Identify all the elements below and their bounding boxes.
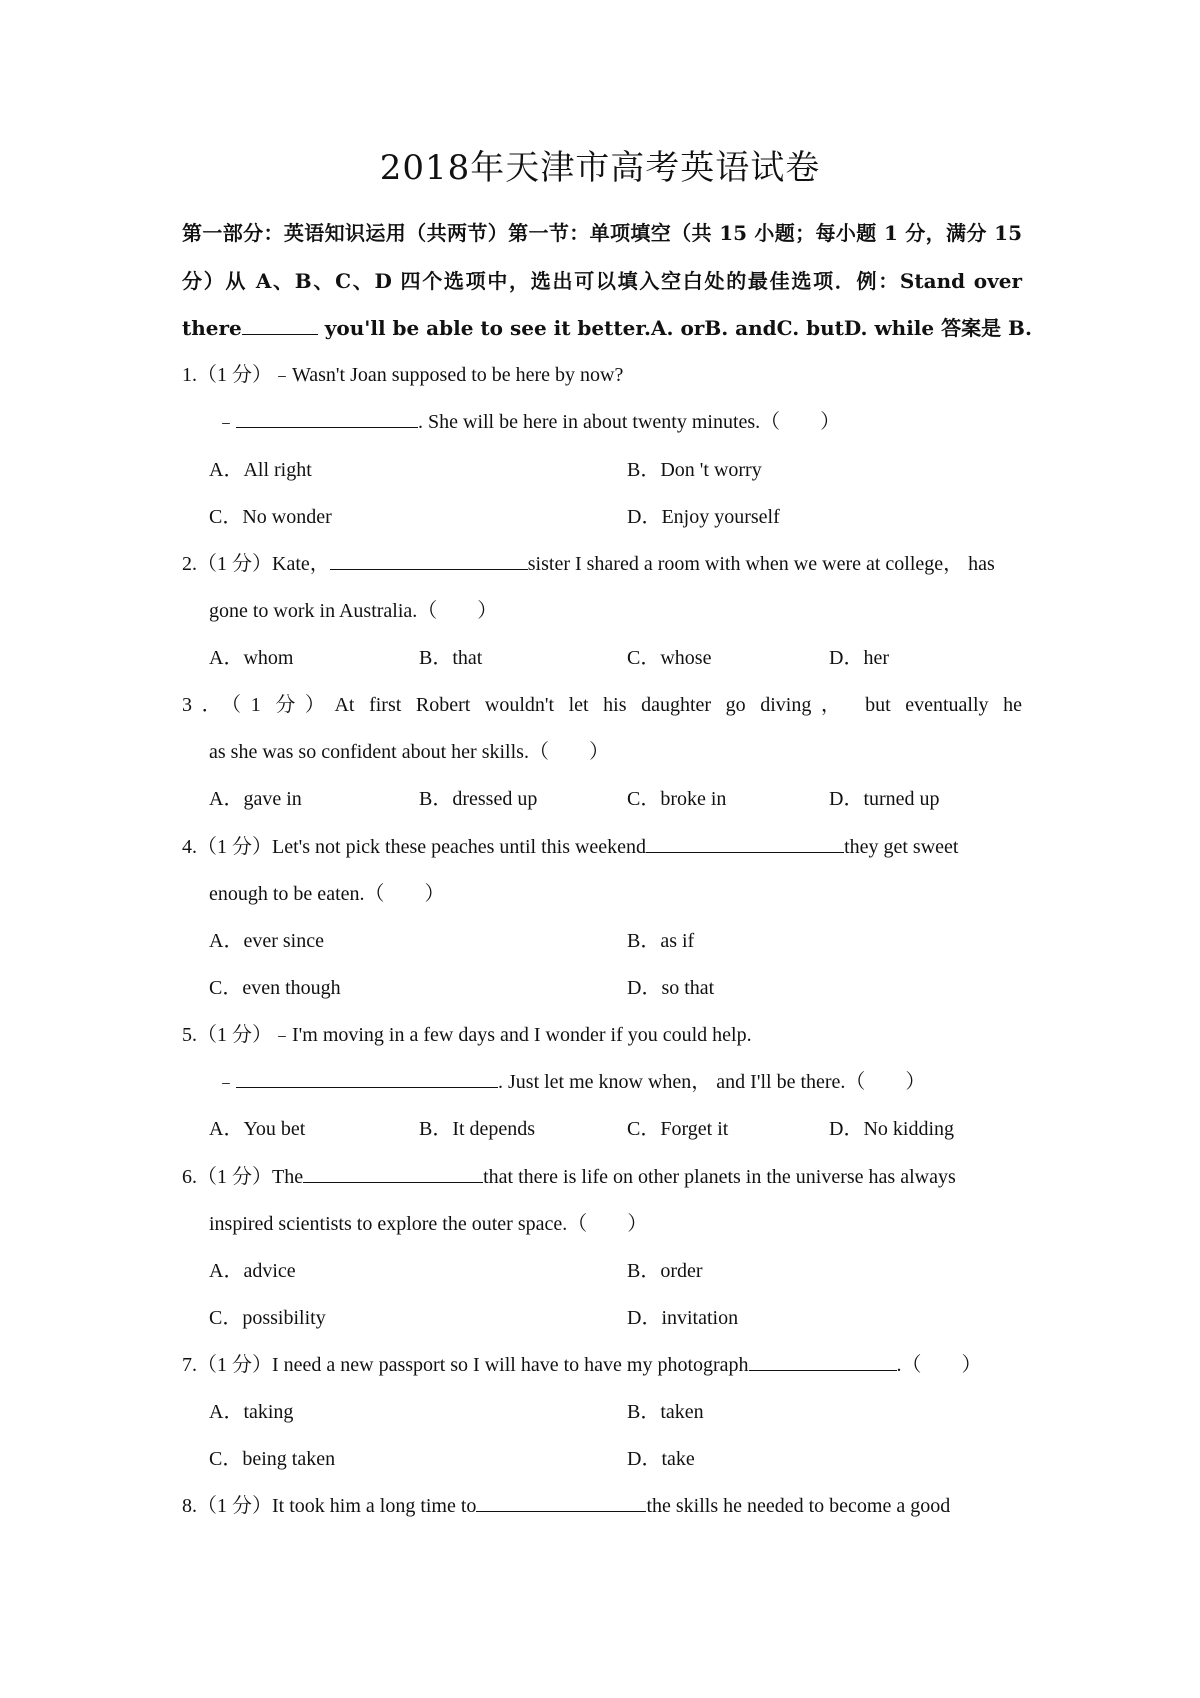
question-5-stem: 5.（1 分）﹣I'm moving in a few days and I wonder if you could help. (182, 1024, 752, 1046)
question-2-option-a[interactable]: A．whom (209, 647, 294, 669)
question-text: 8.（1 分）It took him a long time to (182, 1495, 477, 1517)
question-text: 2.（1 分）Kate， (182, 553, 330, 575)
question-7-option-a[interactable]: A．taking (209, 1401, 294, 1423)
question-4-option-d[interactable]: D．so that (627, 977, 715, 999)
answer-blank (242, 314, 318, 335)
question-3-stem: 3．（1 分）At first Robert wouldn't let his daughter go diving， but eventually he (182, 694, 1022, 716)
question-text: 7.（1 分）I need a new passport so I will have to have my photograph (182, 1354, 749, 1376)
instructions-text: there (182, 316, 242, 340)
question-7-stem (182, 1350, 982, 1380)
question-3-line-2: as she was so confident about her skills.（ ） (209, 741, 609, 763)
question-2-stem (182, 549, 1022, 579)
question-6-stem (182, 1162, 1022, 1192)
instructions-line-3 (182, 305, 1032, 353)
question-4-option-c[interactable]: C．even though (209, 977, 341, 999)
question-6-line-2: inspired scientists to explore the outer space.（ ） (209, 1213, 648, 1235)
answer-blank (476, 1491, 646, 1512)
question-4-option-a[interactable]: A．ever since (209, 930, 324, 952)
question-text: . She will be here in about twenty minutes.（ ） (418, 411, 841, 433)
question-text: 6.（1 分）The (182, 1166, 304, 1188)
answer-blank (749, 1350, 897, 1371)
instructions-text: you'll be able to see it better.A. orB. andC. butD. while 答案是 B. (317, 316, 1032, 340)
page-title: 2018年天津市高考英语试卷 (379, 148, 821, 188)
question-7-option-b[interactable]: B．taken (627, 1401, 704, 1423)
question-2-option-d[interactable]: D．her (829, 647, 889, 669)
question-2-option-c[interactable]: C．whose (627, 647, 712, 669)
question-5-option-c[interactable]: C．Forget it (627, 1118, 729, 1140)
dash: ﹣ (216, 411, 236, 433)
question-4-stem (182, 832, 1022, 862)
question-1-option-d[interactable]: D．Enjoy yourself (627, 506, 780, 528)
question-2-option-b[interactable]: B．that (419, 647, 483, 669)
question-5-option-a[interactable]: A．You bet (209, 1118, 306, 1140)
question-1-line-2 (216, 407, 840, 437)
question-3-option-b[interactable]: B．dressed up (419, 788, 538, 810)
instructions-line-2: 分）从 A、B、C、D 四个选项中，选出可以填入空白处的最佳选项．例：Stand over (182, 268, 1022, 293)
question-text: sister I shared a room with when we were at college， has (527, 553, 995, 575)
question-4-line-2: enough to be eaten.（ ） (209, 883, 445, 905)
question-5-option-b[interactable]: B．It depends (419, 1118, 536, 1140)
question-2-line-2: gone to work in Australia.（ ） (209, 600, 498, 622)
question-1-stem: 1.（1 分）﹣Wasn't Joan supposed to be here by now? (182, 364, 624, 386)
question-text: that there is life on other planets in the universe has always (483, 1166, 956, 1188)
question-6-option-c[interactable]: C．possibility (209, 1307, 326, 1329)
answer-blank (236, 1067, 498, 1088)
question-3-option-a[interactable]: A．gave in (209, 788, 302, 810)
answer-blank (330, 549, 528, 570)
question-7-option-c[interactable]: C．being taken (209, 1448, 336, 1470)
question-3-option-c[interactable]: C．broke in (627, 788, 727, 810)
answer-blank (303, 1162, 483, 1183)
question-7-option-d[interactable]: D．take (627, 1448, 695, 1470)
answer-blank (646, 832, 844, 853)
question-5-line-2 (216, 1067, 925, 1097)
question-6-option-b[interactable]: B．order (627, 1260, 703, 1282)
instructions-line-1: 第一部分：英语知识运用（共两节）第一节：单项填空（共 15 小题；每小题 1 分，满分 15 (182, 221, 1022, 245)
question-text: .（ ） (896, 1354, 982, 1376)
question-3-option-d[interactable]: D．turned up (829, 788, 940, 810)
question-8-stem (182, 1491, 1022, 1521)
question-text: the skills he needed to become a good (646, 1495, 951, 1517)
question-1-option-c[interactable]: C．No wonder (209, 506, 332, 528)
question-1-option-b[interactable]: B．Don 't worry (627, 459, 762, 481)
question-6-option-a[interactable]: A．advice (209, 1260, 296, 1282)
question-5-option-d[interactable]: D．No kidding (829, 1118, 954, 1140)
section-instructions (182, 210, 1032, 353)
dash: ﹣ (216, 1071, 236, 1093)
question-text: they get sweet (844, 836, 959, 858)
question-text: . Just let me know when， and I'll be there.（ ） (498, 1071, 926, 1093)
question-4-option-b[interactable]: B．as if (627, 930, 695, 952)
question-1-option-a[interactable]: A．All right (209, 459, 312, 481)
answer-blank (236, 407, 418, 428)
question-text: 4.（1 分）Let's not pick these peaches until this weekend (182, 836, 647, 858)
question-6-option-d[interactable]: D．invitation (627, 1307, 739, 1329)
